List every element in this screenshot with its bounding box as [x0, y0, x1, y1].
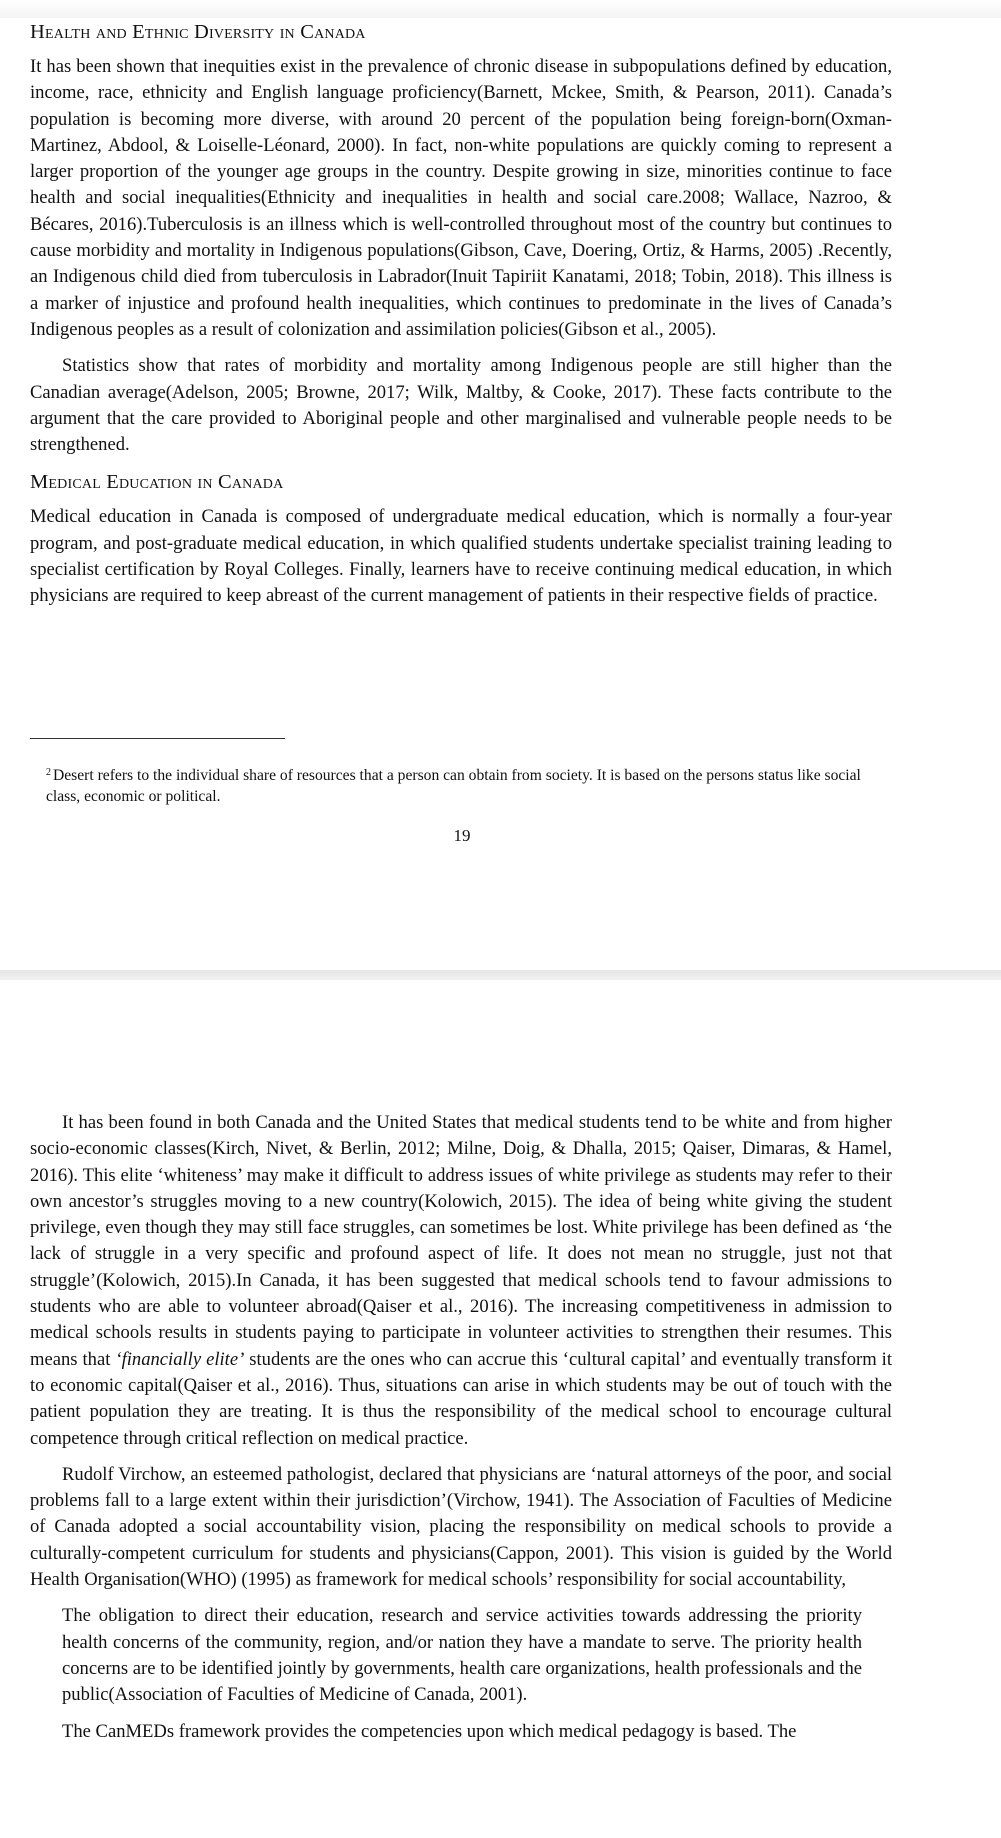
- footnote: [46, 762, 866, 807]
- document-page-19: [0, 18, 1001, 970]
- block-quote-social-accountability: The obligation to direct their education, research and service activities towards addressing the priority health concerns of the community, region, and/or nation they have a mandate to serve. The priority health concerns are to be identified jointly by governments, health care organizations, health professionals and the public(Association of Faculties of Medicine of Canada, 2001).: [62, 1605, 862, 1706]
- section-heading-health-diversity: Health and Ethnic Diversity in Canada: [30, 21, 366, 43]
- paragraph-canmeds: The CanMEDs framework provides the competencies upon which medical pedagogy is based. The: [62, 1720, 797, 1742]
- paragraph-text: students are the ones who can accrue this ‘cultural capital’ and eventually transform it to economic capital(Qaiser et al., 2016). Thus, situations can arise in which students may be out of touch with the patient population they are treating. It is thus the responsibility of the medical school to encourage cultural competence through critical reflection on medical practice.: [30, 1348, 893, 1449]
- page-gap: [0, 970, 1001, 980]
- paragraph-chronic-disease: It has been shown that inequities exist in the prevalence of chronic disease in subpopulations defined by education, income, race, ethnicity and English language proficiency(Barnett, Mckee, Smith, & Pearson, 2011). Canada’s population is becoming more diverse, with around 20 percent of the population being foreign-born(Oxman-Martinez, Abdool, & Loiselle-Léonard, 2000). In fact, non-white populations are quickly coming to represent a larger proportion of the younger age groups in the country. Despite growing in size, minorities continue to face health and social inequalities(Ethnicity and inequalities in health and social care.2008; Wallace, Nazroo, & Bécares, 2016).Tuberculosis is an illness which is well-controlled throughout most of the country but continues to cause morbidity and mortality in Indigenous populations(Gibson, Cave, Doering, Ortiz, & Harms, 2005) .Recently, an Indigenous child died from tuberculosis in Labrador(Inuit Tapiriit Kanatami, 2018; Tobin, 2018). This illness is a marker of injustice and profound health inequalities, which continues to predominate in the lives of Canada’s Indigenous peoples as a result of colonization and assimilation policies(Gibson et al., 2005).: [30, 56, 892, 340]
- footnote-marker: 2: [46, 767, 51, 778]
- section-heading-medical-education: Medical Education in Canada: [30, 471, 284, 494]
- paragraph-virchow: Rudolf Virchow, an esteemed pathologist, declared that physicians are ‘natural attorneys of the poor, and social problems fall to a large extent within their jurisdiction’(Virchow, 1941). The Association of Faculties of Medicine of Canada adopted a social accountability vision, placing the responsibility on medical schools to provide a culturally-competent curriculum for students and physicians(Cappon, 2001). This vision is guided by the World Health Organisation(WHO) (1995) as framework for medical schools’ responsibility for social accountability,: [30, 1463, 892, 1591]
- paragraph-medical-education: Medical education in Canada is composed of undergraduate medical education, which is normally a four-year program, and post-graduate medical education, in which qualified students undertake specialist training leading to specialist certification by Royal Colleges. Finally, learners have to receive continuing medical education, in which physicians are required to keep abreast of the current management of patients in their respective fields of practice.: [30, 506, 892, 607]
- footnote-text: Desert refers to the individual share of resources that a person can obtain from society. It is based on the persons status like social class, economic or political.: [46, 767, 861, 805]
- page-body: [30, 18, 892, 620]
- document-page-20: [0, 980, 1001, 1838]
- viewer-top-edge: [0, 0, 1001, 20]
- page-body: [30, 1110, 892, 1755]
- page-number: 19: [453, 826, 471, 845]
- paragraph-text: It has been found in both Canada and the United States that medical students tend to be white and from higher socio-economic classes(Kirch, Nivet, & Berlin, 2012; Milne, Doig, & Dhalla, 2015; Qaiser, Dimaras, & Hamel, 2016). This elite ‘whiteness’ may make it difficult to address issues of white privilege as students may refer to their own ancestor’s struggles moving to a new country(Kolowich, 2015). The idea of being white giving the student privilege, even though they may still face struggles, can sometimes be lost. White privilege has been defined as ‘the lack of struggle in a very specific and profound aspect of life. It does not mean no struggle, just not that struggle’(Kolowich, 2015).In Canada, it has been suggested that medical schools tend to favour admissions to students who are able to volunteer abroad(Qaiser et al., 2016). The increasing competitiveness in admission to medical schools results in students paying to participate in volunteer activities to strengthen their resumes. This means that: [30, 1112, 892, 1370]
- footnote-separator: [30, 738, 285, 739]
- paragraph-indigenous-statistics: Statistics show that rates of morbidity and mortality among Indigenous people are still higher than the Canadian average(Adelson, 2005; Browne, 2017; Wilk, Maltby, & Cooke, 2017). These facts contribute to the argument that the care provided to Aboriginal people and other marginalised and vulnerable people needs to be strengthened.: [30, 355, 892, 456]
- paragraph-student-privilege: [30, 1110, 892, 1452]
- emphasis-financially-elite: ‘financially elite’: [115, 1348, 245, 1370]
